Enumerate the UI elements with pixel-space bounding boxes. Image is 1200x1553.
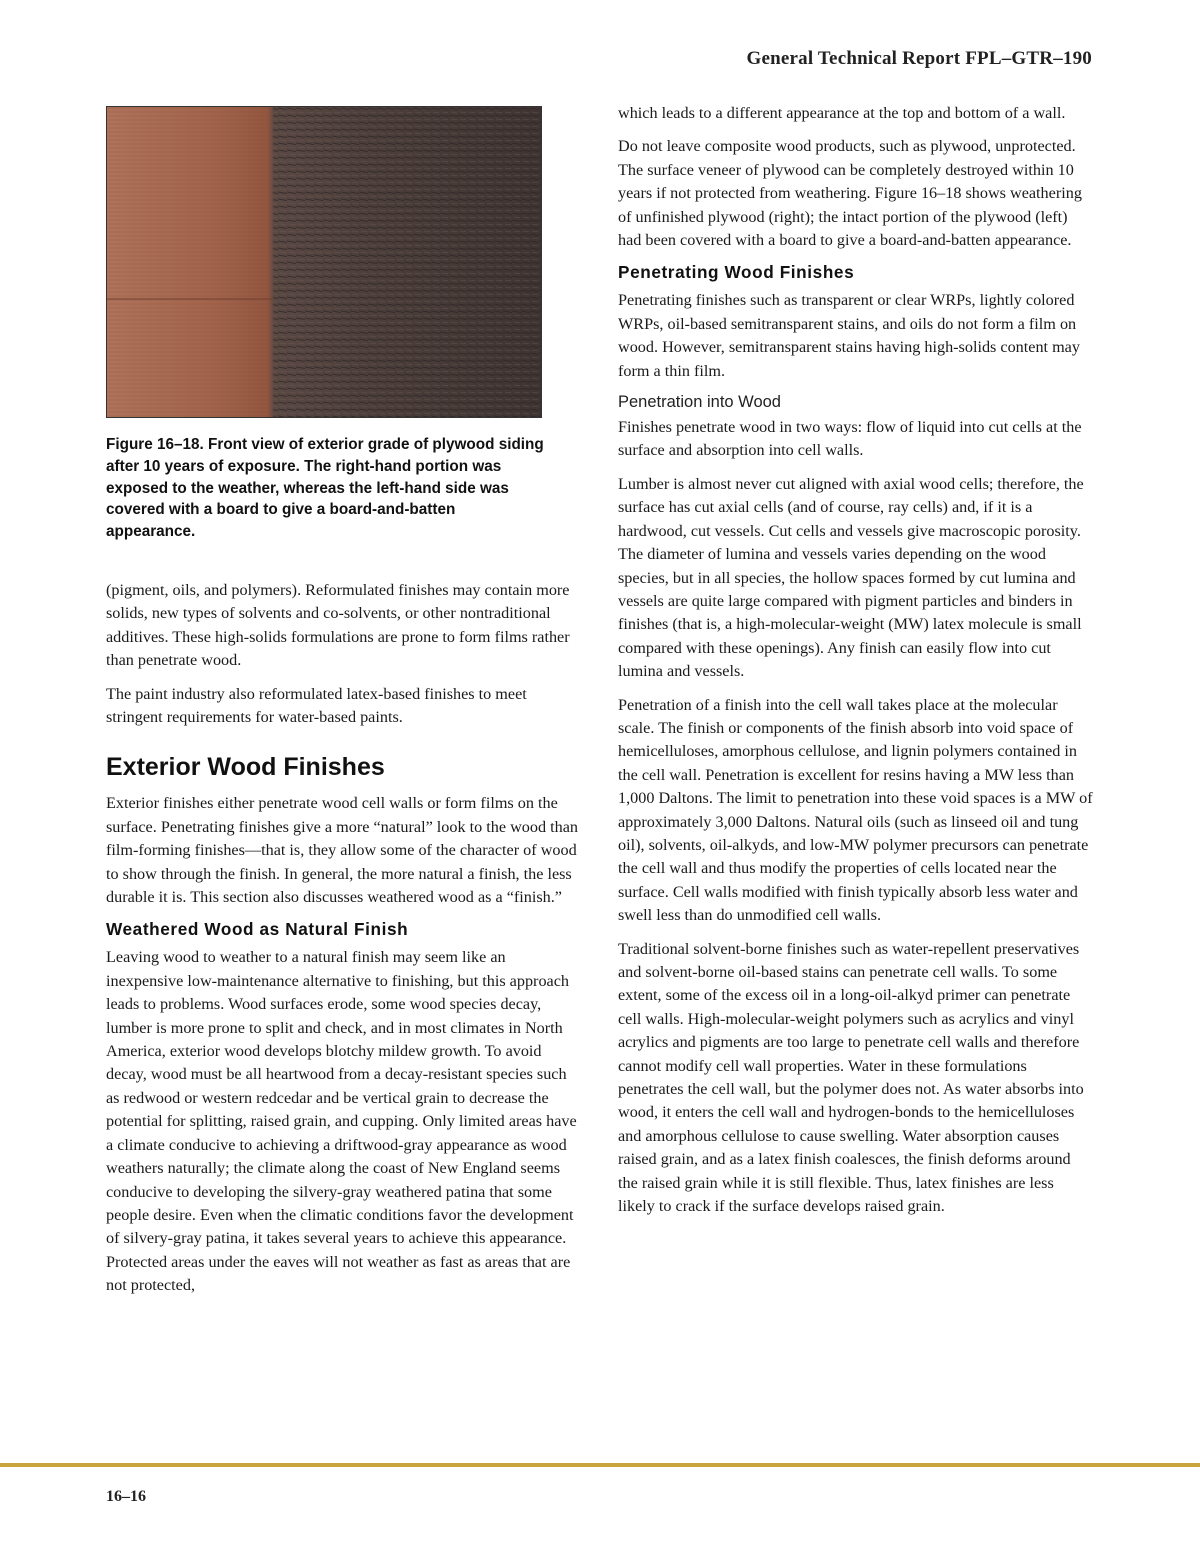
paragraph: The paint industry also reformulated latex-based finishes to meet stringent requirements for water-based paints. [106, 684, 527, 727]
subsection-heading-weathered-wood: Weathered Wood as Natural Finish [106, 919, 409, 940]
paragraph: Do not leave composite wood products, such as plywood, unprotected. The surface veneer of plywood can be completely destroyed within 10 years if not protected from weathering. Figure 16–18 shows weathering of unfinished plywood (right); the intact portion of the plywood (left) had been covered with a board to give a board-and-batten appearance. [618, 137, 1082, 250]
paragraph: Penetration of a finish into the cell wall takes place at the molecular scale. The finish or components of the finish absorb into void space of hemicelluloses, amorphous cellulose, and lignin polymers contained in the cell wall. Penetration is excellent for resins having a MW less than 1,000 Daltons. The limit to penetration into these void spaces is a MW of approximately 3,000 Daltons. Natural oils (such as linseed oil and tung oil), solvents, oil-alkyds, and low-MW polymer precursors can penetrate the cell wall and thus modify the properties of cells located near the surface. Cell walls modified with finish typically absorb less water and swell less than do unmodified cell walls. [618, 695, 1093, 925]
paragraph: Leaving wood to weather to a natural finish may seem like an inexpensive low-maintenance alternative to finishing, but this approach leads to problems. Wood surfaces erode, some wood species decay, lumber is more prone to split and check, and in most climates in North America, exterior wood develops blotchy mildew growth. To avoid decay, wood must be all heartwood from a decay-resistant species such as redwood or western redcedar and be vertical grain to decrease the potential for splitting, raised grain, and cupping. Only limited areas have a climate conducive to achieving a driftwood-gray appearance as wood weathers naturally; the climate along the coast of New England seems conducive to developing the silvery-gray weathered patina that some people desire. Even when the climatic conditions favor the development of silvery-gray patina, it takes several years to achieve this appearance. Protected areas under the eaves will not weather as fast as areas that are not protected, [106, 948, 577, 1295]
weathered-plywood-photo [107, 107, 541, 417]
running-title: General Technical Report FPL–GTR–190 [746, 48, 1092, 69]
subsection-heading-penetrating-finishes: Penetrating Wood Finishes [618, 262, 855, 283]
page-number: 16–16 [106, 1488, 146, 1505]
paragraph: Lumber is almost never cut aligned with axial wood cells; therefore, the surface has cut axial cells (and of course, ray cells) and, if it is a hardwood, cut vessels. Cut cells and vessels give macroscopic porosity. The diameter of lumina and vessels varies depending on the wood species, but in all species, the hollow spaces formed by cut lumina and vessels are quite large compared with pigment particles and binders in finishes (that is, a high-molecular-weight (MW) latex molecule is small compared with these openings). Any finish can easily flow into cut lumina and vessels. [618, 474, 1084, 681]
paragraph: which leads to a different appearance at the top and bottom of a wall. [618, 104, 1066, 122]
figure-caption: Figure 16–18. Front view of exterior grade of plywood siding after 10 years of exposure. The right-hand portion was exposed to the weather, whereas the left-hand side was covered with a board to give a board-and-batten appearance. [106, 436, 544, 541]
paragraph: Traditional solvent-borne finishes such as water-repellent preservatives and solvent-borne oil-based stains can penetrate cell walls. To some extent, some of the excess oil in a long-oil-alkyd primer can penetrate cell walls. High-molecular-weight polymers such as acrylics and vinyl acrylics and pigments are too large to penetrate cell walls and therefore cannot modify cell wall properties. Water in these formulations penetrates the cell wall, but the polymer does not. As water absorbs into wood, it enters the cell wall and hydrogen-bonds to the hemicelluloses and amorphous cellulose to cause swelling. Water absorption causes raised grain, and as a latex finish coalesces, the finish deforms around the raised grain while it is still flexible. Thus, latex finishes are less likely to crack if the surface develops raised grain. [618, 939, 1084, 1216]
figure-photo [106, 106, 542, 418]
section-heading-exterior-wood-finishes: Exterior Wood Finishes [106, 753, 385, 782]
paragraph: (pigment, oils, and polymers). Reformulated finishes may contain more solids, new types of solvents and co-solvents, or other nontraditional additives. These high-solids formulations are prone to form films rather than penetrate wood. [106, 580, 570, 670]
right-column [618, 102, 1094, 1228]
paragraph: Exterior finishes either penetrate wood cell walls or form films on the surface. Penetrating finishes give a more “natural” look to the wood than film-forming finishes—that is, they allow some of the character of wood to show through the finish. In general, the more natural a finish, the less durable it is. This section also discusses weathered wood as a “finish.” [106, 794, 578, 907]
paragraph: Finishes penetrate wood in two ways: flow of liquid into cut cells at the surface and absorption into cell walls. [618, 418, 1082, 460]
paragraph: Penetrating finishes such as transparent or clear WRPs, lightly colored WRPs, oil-based semitransparent stains, and oils do not form a film on wood. However, semitransparent stains having high-solids content may form a thin film. [618, 291, 1080, 380]
minor-heading-penetration-into-wood: Penetration into Wood [618, 393, 781, 412]
footer-rule [0, 1463, 1200, 1467]
left-column [106, 100, 582, 1308]
